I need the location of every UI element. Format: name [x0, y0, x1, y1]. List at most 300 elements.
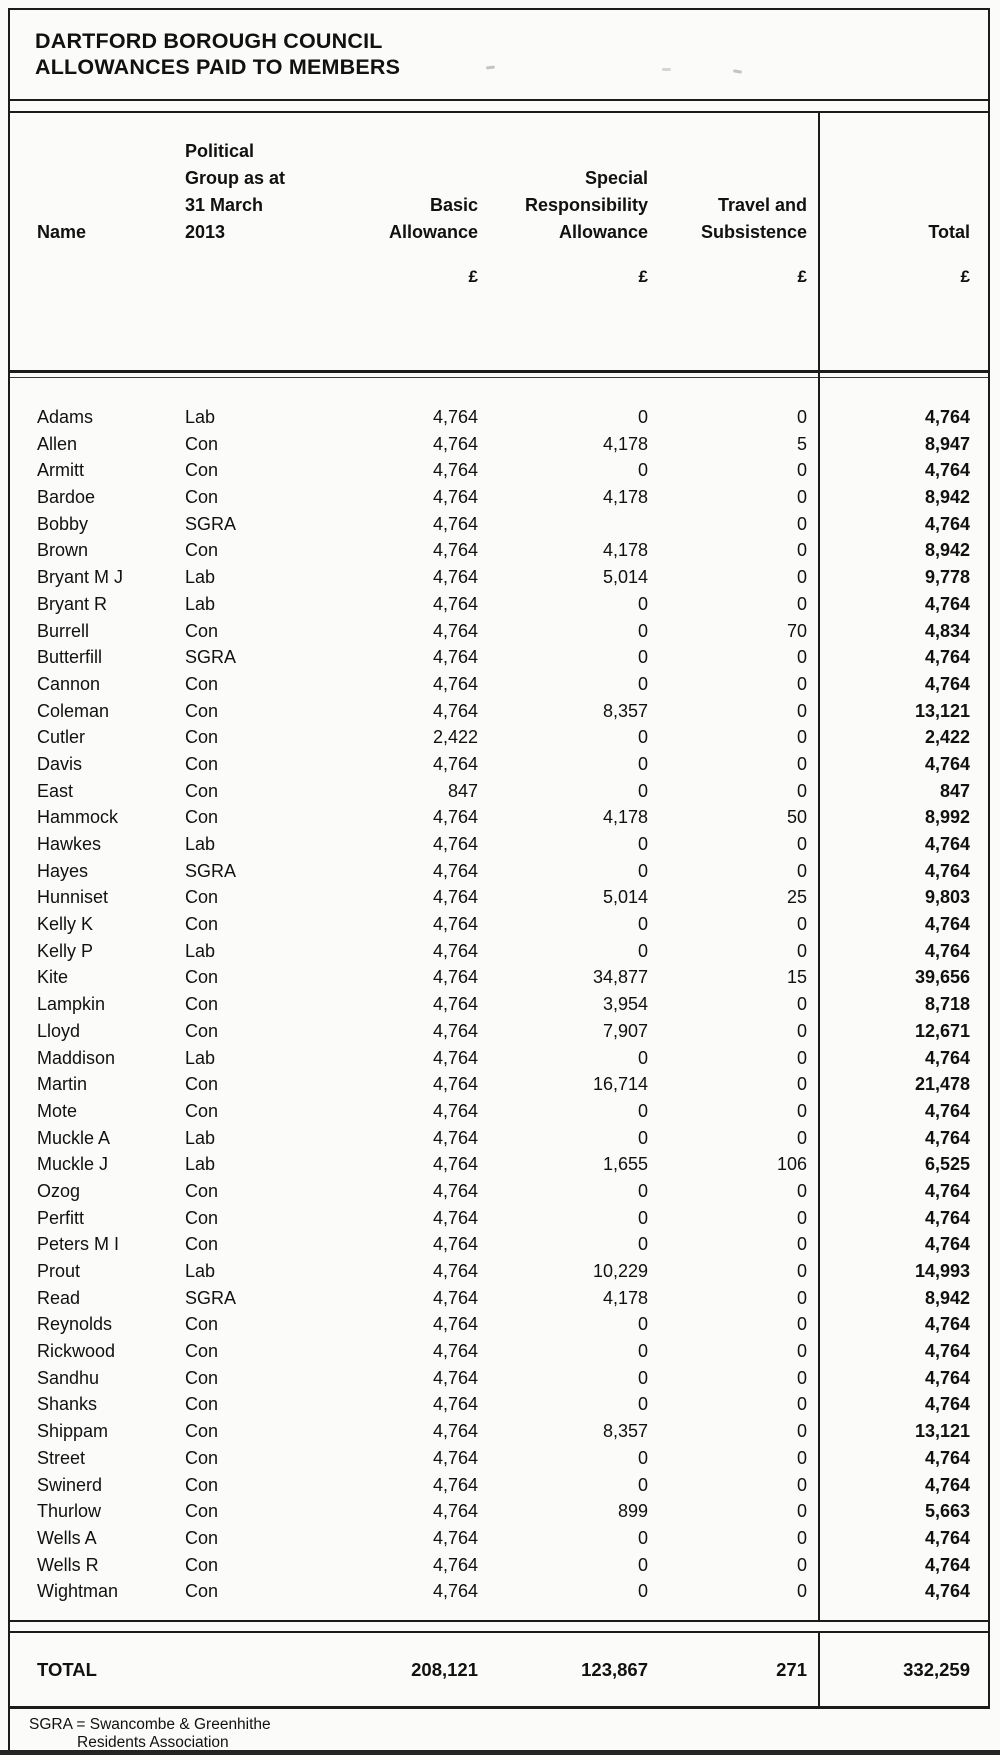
cell-basic: 4,764 — [432, 1207, 478, 1228]
cell-travel: 50 — [786, 807, 807, 828]
cell-total: 4,764 — [924, 1341, 970, 1362]
cell-name: Adams — [37, 407, 94, 427]
cell-total: 6,525 — [924, 1154, 970, 1175]
cell-basic: 4,764 — [432, 1421, 478, 1442]
cell-special: 899 — [617, 1501, 648, 1522]
cell-name: Prout — [37, 1261, 81, 1281]
table-row — [10, 1338, 988, 1365]
cell-travel: 0 — [796, 834, 807, 854]
cell-total: 4,764 — [924, 460, 970, 481]
cell-name: Cannon — [37, 673, 101, 694]
cell-name: Hawkes — [37, 834, 102, 854]
cell-basic: 4,764 — [432, 540, 478, 561]
table-row — [10, 1045, 988, 1072]
cell-group: Lab — [185, 593, 216, 614]
cell-group: Con — [185, 1394, 219, 1415]
currency-symbol-travel: £ — [797, 267, 807, 286]
cell-special: 4,178 — [602, 433, 648, 454]
scan-artifact — [486, 65, 495, 69]
cell-travel: 0 — [796, 1447, 807, 1468]
cell-basic: 4,764 — [432, 1047, 478, 1068]
cell-name: Shanks — [37, 1394, 98, 1415]
cell-special: 7,907 — [602, 1020, 648, 1041]
cell-total: 4,764 — [924, 513, 970, 534]
cell-name: Hammock — [37, 807, 119, 828]
cell-group: Con — [185, 487, 219, 508]
cell-special: 0 — [637, 647, 648, 668]
cell-name: Rickwood — [37, 1341, 116, 1362]
cell-total: 4,764 — [924, 834, 970, 854]
cell-travel: 0 — [796, 567, 807, 588]
cell-total: 8,942 — [924, 540, 970, 561]
cell-special: 0 — [637, 1394, 648, 1415]
total-label: TOTAL — [37, 1658, 97, 1680]
cell-name: Wightman — [37, 1581, 119, 1602]
cell-special: 16,714 — [592, 1074, 648, 1095]
table-row — [10, 671, 988, 698]
cell-name: Martin — [37, 1074, 88, 1095]
cell-group: Lab — [185, 567, 216, 588]
cell-total: 4,764 — [924, 1367, 970, 1388]
cell-travel: 0 — [796, 460, 807, 481]
cell-travel: 0 — [796, 1341, 807, 1362]
table-row — [10, 1311, 988, 1338]
cell-special: 0 — [637, 1127, 648, 1148]
cell-travel: 0 — [796, 1501, 807, 1522]
title-box-top-border — [8, 8, 990, 10]
cell-special: 4,178 — [602, 487, 648, 508]
cell-travel: 0 — [796, 780, 807, 801]
table-row — [10, 1365, 988, 1392]
cell-name: Allen — [37, 433, 78, 454]
cell-basic: 4,764 — [432, 1554, 478, 1575]
cell-total: 14,993 — [914, 1261, 970, 1281]
table-row — [10, 457, 988, 484]
title-box-bottom-border — [8, 99, 990, 101]
cell-travel: 0 — [796, 1287, 807, 1308]
cell-travel: 0 — [796, 940, 807, 961]
cell-basic: 4,764 — [432, 1100, 478, 1121]
total-box-bottom-border — [8, 1706, 990, 1709]
cell-travel: 0 — [796, 1421, 807, 1442]
cell-travel: 0 — [796, 407, 807, 427]
cell-group: Con — [185, 1554, 219, 1575]
cell-travel: 0 — [796, 1474, 807, 1495]
cell-name: Coleman — [37, 700, 110, 721]
header-rule-thick — [10, 370, 988, 373]
cell-group: Lab — [185, 1261, 216, 1281]
cell-travel: 0 — [796, 727, 807, 748]
cell-group: Con — [185, 673, 219, 694]
cell-group: Con — [185, 1581, 219, 1602]
table-row — [10, 1498, 988, 1525]
cell-group: Con — [185, 1020, 219, 1041]
cell-basic: 2,422 — [432, 727, 478, 748]
cell-name: Street — [37, 1447, 86, 1468]
column-header-political-group: Political Group as at 31 March 2013 — [185, 141, 286, 242]
cell-travel: 0 — [796, 1127, 807, 1148]
cell-name: Kelly K — [37, 914, 94, 935]
cell-basic: 4,764 — [432, 1074, 478, 1095]
cell-travel: 15 — [786, 967, 807, 988]
cell-total: 2,422 — [924, 727, 970, 748]
cell-basic: 4,764 — [432, 673, 478, 694]
cell-group: Con — [185, 967, 219, 988]
cell-travel: 0 — [796, 673, 807, 694]
cell-total: 8,942 — [924, 487, 970, 508]
cell-special: 0 — [637, 914, 648, 935]
total-row — [10, 1633, 988, 1706]
cell-name: Armitt — [37, 460, 84, 481]
cell-travel: 0 — [796, 1527, 807, 1548]
cell-group: Con — [185, 727, 219, 748]
table-row — [10, 404, 988, 431]
currency-symbol-special: £ — [638, 267, 648, 286]
cell-total: 13,121 — [914, 700, 970, 721]
table-row — [10, 1445, 988, 1472]
cell-special: 0 — [637, 727, 648, 748]
cell-travel: 0 — [796, 860, 807, 881]
cell-total: 13,121 — [914, 1421, 970, 1442]
table-row — [10, 1178, 988, 1205]
cell-group: Con — [185, 620, 219, 641]
cell-basic: 4,764 — [432, 860, 478, 881]
cell-name: Thurlow — [37, 1501, 102, 1522]
cell-name: Cutler — [37, 727, 86, 748]
cell-travel: 0 — [796, 1367, 807, 1388]
cell-total: 4,764 — [924, 1207, 970, 1228]
cell-group: Con — [185, 433, 219, 454]
cell-name: Bobby — [37, 513, 89, 534]
cell-total: 9,778 — [924, 567, 970, 588]
cell-basic: 4,764 — [432, 487, 478, 508]
footnote-line2: Residents Association — [77, 1734, 229, 1751]
cell-basic: 4,764 — [432, 513, 478, 534]
cell-travel: 0 — [796, 1261, 807, 1281]
cell-special: 8,357 — [602, 700, 648, 721]
table-row — [10, 804, 988, 831]
column-header-basic-allowance: Basic Allowance — [388, 195, 478, 242]
cell-group: Con — [185, 807, 219, 828]
column-header-travel-subsistence: Travel and Subsistence — [700, 195, 807, 242]
cell-name: Davis — [37, 753, 83, 774]
cell-name: Kelly P — [37, 940, 94, 961]
cell-special: 0 — [637, 407, 648, 427]
table-row — [10, 1391, 988, 1418]
cell-basic: 4,764 — [432, 460, 478, 481]
cell-total: 12,671 — [914, 1020, 970, 1041]
cell-special: 4,178 — [602, 1287, 648, 1308]
cell-total: 8,992 — [924, 807, 970, 828]
table-row — [10, 724, 988, 751]
cell-special: 0 — [637, 673, 648, 694]
cell-name: Kite — [37, 967, 69, 988]
cell-group: Con — [185, 994, 219, 1015]
cell-travel: 0 — [796, 753, 807, 774]
cell-basic: 4,764 — [432, 593, 478, 614]
cell-total: 4,764 — [924, 1554, 970, 1575]
cell-basic: 4,764 — [432, 1154, 478, 1175]
cell-total: 4,764 — [924, 753, 970, 774]
cell-travel: 70 — [786, 620, 807, 641]
table-row — [10, 1205, 988, 1232]
total-special: 123,867 — [581, 1658, 648, 1680]
cell-special: 0 — [637, 1180, 648, 1201]
cell-basic: 4,764 — [432, 994, 478, 1015]
cell-special: 5,014 — [602, 567, 648, 588]
cell-group: Con — [185, 1421, 219, 1442]
cell-group: Con — [185, 1180, 219, 1201]
cell-basic: 4,764 — [432, 1261, 478, 1281]
cell-basic: 4,764 — [432, 914, 478, 935]
cell-name: Perfitt — [37, 1207, 85, 1228]
cell-special: 0 — [637, 1527, 648, 1548]
cell-total: 4,764 — [924, 1394, 970, 1415]
cell-name: Butterfill — [37, 647, 103, 668]
cell-special: 0 — [637, 460, 648, 481]
cell-total: 8,947 — [924, 433, 970, 454]
cell-special: 0 — [637, 940, 648, 961]
cell-group: Lab — [185, 834, 216, 854]
cell-total: 4,764 — [924, 593, 970, 614]
cell-name: Muckle J — [37, 1154, 109, 1175]
cell-total: 4,764 — [924, 914, 970, 935]
cell-total: 4,764 — [924, 940, 970, 961]
cell-basic: 4,764 — [432, 1341, 478, 1362]
cell-name: Hayes — [37, 860, 89, 881]
cell-special: 0 — [637, 860, 648, 881]
scan-artifact — [662, 68, 671, 71]
table-row — [10, 858, 988, 885]
cell-basic: 4,764 — [432, 807, 478, 828]
cell-total: 4,764 — [924, 1100, 970, 1121]
cell-travel: 106 — [776, 1154, 807, 1175]
cell-basic: 4,764 — [432, 1180, 478, 1201]
cell-basic: 4,764 — [432, 567, 478, 588]
cell-group: SGRA — [185, 860, 237, 881]
table-body — [0, 404, 1000, 1605]
cell-total: 4,764 — [924, 1474, 970, 1495]
cell-total: 4,764 — [924, 673, 970, 694]
cell-special: 0 — [637, 1047, 648, 1068]
cell-total: 8,942 — [924, 1287, 970, 1308]
cell-group: Con — [185, 700, 219, 721]
total-basic: 208,121 — [411, 1658, 478, 1680]
cell-total: 4,764 — [924, 860, 970, 881]
cell-basic: 4,764 — [432, 433, 478, 454]
table-row — [10, 1258, 988, 1285]
table-row — [10, 1525, 988, 1552]
cell-group: Con — [185, 1527, 219, 1548]
cell-special: 10,229 — [592, 1261, 648, 1281]
cell-name: East — [37, 780, 74, 801]
cell-special: 3,954 — [602, 994, 648, 1015]
cell-travel: 0 — [796, 700, 807, 721]
cell-travel: 0 — [796, 1207, 807, 1228]
table-row — [10, 1472, 988, 1499]
cell-group: Con — [185, 1314, 219, 1335]
cell-special: 0 — [637, 1341, 648, 1362]
cell-name: Peters M I — [37, 1234, 120, 1255]
cell-group: Con — [185, 780, 219, 801]
cell-group: Con — [185, 887, 219, 908]
cell-basic: 4,764 — [432, 1127, 478, 1148]
cell-group: Lab — [185, 407, 216, 427]
cell-special: 0 — [637, 834, 648, 854]
table-row — [10, 1285, 988, 1312]
cell-name: Brown — [37, 540, 89, 561]
cell-travel: 0 — [796, 1234, 807, 1255]
cell-group: Lab — [185, 1127, 216, 1148]
table-row — [10, 1125, 988, 1152]
cell-total: 39,656 — [914, 967, 970, 988]
cell-group: Con — [185, 914, 219, 935]
table-row — [10, 1578, 988, 1605]
cell-name: Lampkin — [37, 994, 106, 1015]
cell-group: SGRA — [185, 513, 237, 534]
cell-special: 0 — [637, 1367, 648, 1388]
column-header-name: Name — [37, 222, 87, 242]
cell-group: Con — [185, 753, 219, 774]
total-travel: 271 — [776, 1658, 807, 1680]
cell-group: SGRA — [185, 1287, 237, 1308]
cell-special: 0 — [637, 753, 648, 774]
cell-group: Con — [185, 1474, 219, 1495]
table-row — [10, 751, 988, 778]
cell-group: Con — [185, 1074, 219, 1095]
cell-special: 34,877 — [592, 967, 648, 988]
cell-basic: 4,764 — [432, 1474, 478, 1495]
cell-name: Sandhu — [37, 1367, 100, 1388]
cell-travel: 0 — [796, 994, 807, 1015]
table-row — [10, 484, 988, 511]
table-row — [10, 1098, 988, 1125]
cell-group: Con — [185, 1100, 219, 1121]
cell-group: Lab — [185, 1047, 216, 1068]
cell-special — [478, 511, 648, 538]
cell-special: 5,014 — [602, 887, 648, 908]
cell-special: 0 — [637, 620, 648, 641]
cell-special: 0 — [637, 1207, 648, 1228]
table-row — [10, 564, 988, 591]
table-row — [10, 537, 988, 564]
document-title-line1: DARTFORD BOROUGH COUNCIL — [35, 29, 383, 53]
cell-basic: 4,764 — [432, 1581, 478, 1602]
cell-group: Con — [185, 540, 219, 561]
cell-travel: 0 — [796, 1047, 807, 1068]
table-row — [10, 1552, 988, 1579]
cell-name: Bardoe — [37, 487, 96, 508]
total-total: 332,259 — [903, 1658, 970, 1680]
cell-total: 4,764 — [924, 647, 970, 668]
cell-special: 0 — [637, 1447, 648, 1468]
cell-name: Maddison — [37, 1047, 116, 1068]
table-row — [10, 1018, 988, 1045]
cell-name: Hunniset — [37, 887, 109, 908]
table-row — [10, 1151, 988, 1178]
cell-group: Con — [185, 1367, 219, 1388]
cell-name: Shippam — [37, 1421, 109, 1442]
table-row — [10, 778, 988, 805]
cell-basic: 4,764 — [432, 700, 478, 721]
cell-basic: 4,764 — [432, 407, 478, 427]
cell-travel: 5 — [796, 433, 807, 454]
cell-total: 4,764 — [924, 1447, 970, 1468]
cell-basic: 4,764 — [432, 753, 478, 774]
cell-group: Con — [185, 1234, 219, 1255]
cell-special: 4,178 — [602, 807, 648, 828]
cell-basic: 4,764 — [432, 940, 478, 961]
cell-basic: 4,764 — [432, 1501, 478, 1522]
cell-special: 0 — [637, 780, 648, 801]
cell-travel: 0 — [796, 513, 807, 534]
table-row — [10, 1418, 988, 1445]
cell-travel: 0 — [796, 647, 807, 668]
cell-basic: 4,764 — [432, 1527, 478, 1548]
cell-special: 0 — [637, 1100, 648, 1121]
cell-name: Bryant M J — [37, 567, 124, 588]
cell-name: Swinerd — [37, 1474, 103, 1495]
cell-travel: 0 — [796, 1581, 807, 1602]
cell-name: Read — [37, 1287, 81, 1308]
cell-travel: 0 — [796, 540, 807, 561]
cell-travel: 0 — [796, 1394, 807, 1415]
cell-group: Lab — [185, 940, 216, 961]
cell-total: 4,764 — [924, 407, 970, 427]
cell-group: Con — [185, 460, 219, 481]
cell-special: 8,357 — [602, 1421, 648, 1442]
scan-artifact — [733, 69, 742, 74]
cell-group: Con — [185, 1501, 219, 1522]
cell-basic: 4,764 — [432, 1020, 478, 1041]
cell-name: Mote — [37, 1100, 78, 1121]
cell-total: 4,764 — [924, 1527, 970, 1548]
currency-symbol-total: £ — [960, 267, 970, 286]
cell-total: 4,764 — [924, 1581, 970, 1602]
cell-name: Muckle A — [37, 1127, 111, 1148]
cell-special: 0 — [637, 1314, 648, 1335]
cell-special: 1,655 — [602, 1154, 648, 1175]
cell-total: 9,803 — [924, 887, 970, 908]
cell-basic: 4,764 — [432, 967, 478, 988]
cell-total: 4,764 — [924, 1127, 970, 1148]
document-title — [35, 28, 400, 80]
cell-travel: 0 — [796, 593, 807, 614]
table-row — [10, 964, 988, 991]
cell-total: 8,718 — [924, 994, 970, 1015]
cell-name: Burrell — [37, 620, 90, 641]
cell-total: 847 — [939, 780, 970, 801]
footnote-line1: SGRA = Swancombe & Greenhithe — [29, 1716, 271, 1733]
cell-group: SGRA — [185, 647, 237, 668]
cell-special: 0 — [637, 1581, 648, 1602]
table-row — [10, 644, 988, 671]
cell-name: Reynolds — [37, 1314, 113, 1335]
table-row — [10, 618, 988, 645]
cell-basic: 4,764 — [432, 1287, 478, 1308]
currency-symbol-row — [10, 263, 988, 290]
cell-total: 21,478 — [914, 1074, 970, 1095]
cell-basic: 4,764 — [432, 1314, 478, 1335]
cell-special: 0 — [637, 1474, 648, 1495]
header-rule-thin — [10, 377, 988, 378]
cell-basic: 4,764 — [432, 834, 478, 854]
table-row — [10, 831, 988, 858]
cell-basic: 4,764 — [432, 1367, 478, 1388]
cell-total: 4,764 — [924, 1234, 970, 1255]
cell-total: 5,663 — [924, 1501, 970, 1522]
table-row — [10, 938, 988, 965]
